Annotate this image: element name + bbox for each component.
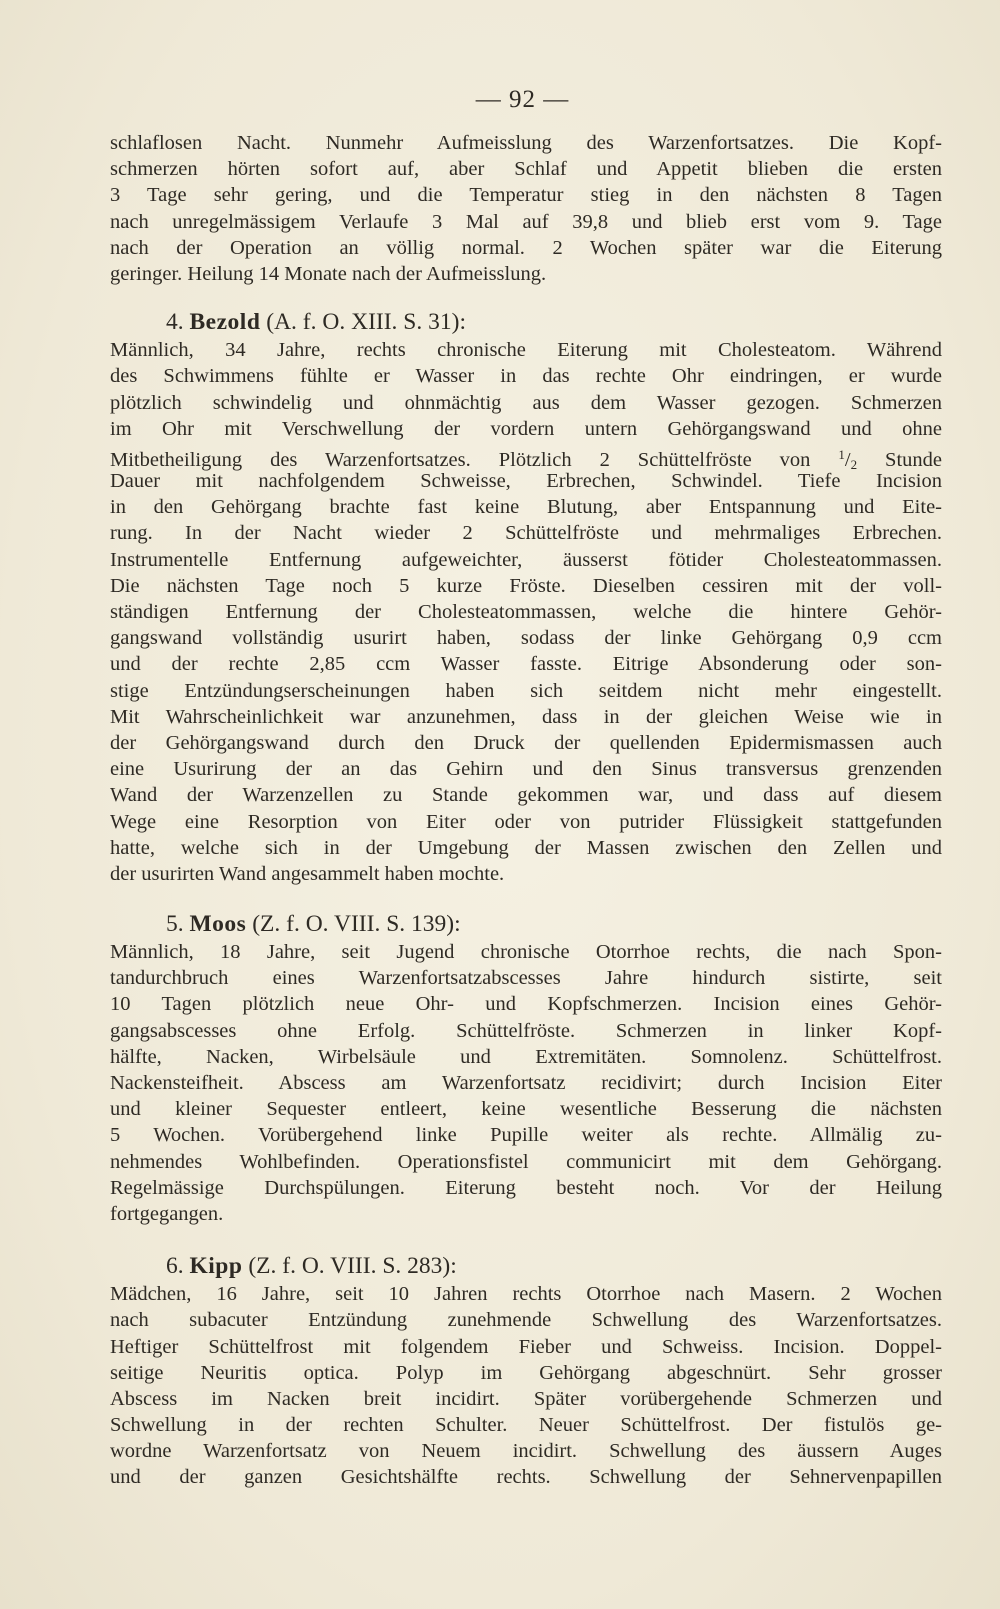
text-line: hälfte, Nacken, Wirbelsäule und Extremitäten. Somnolenz. Schüttelfrost. [110,1045,942,1068]
author-name: Moos [189,911,247,938]
text-line: gangswand vollständig usurirt haben, sodass der linke Gehörgang 0,9 ccm [110,627,942,650]
text-line: nehmendes Wohlbefinden. Operationsfistel communicirt mit dem Gehörgang. [110,1150,942,1173]
text-line: und kleiner Sequester entleert, keine wesentliche Besserung die nächsten [110,1098,942,1121]
case-bezold [110,307,942,887]
text-line: wordne Warzenfortsatz von Neuem incidirt. Schwellung des äussern Auges [110,1440,942,1463]
text-line: stige Entzündungserscheinungen haben sich seitdem nicht mehr eingestellt. [110,679,942,702]
case-moos [110,909,942,1227]
text-line: gangsabscesses ohne Erfolg. Schüttelfröste. Schmerzen in linker Kopf- [110,1019,942,1042]
text-line: plötzlich schwindelig und ohnmächtig aus dem Wasser gezogen. Schmerzen [110,391,942,414]
case-kipp [110,1251,942,1491]
text-line: Mit Wahrscheinlichkeit war anzunehmen, dass in der gleichen Weise wie in [110,705,942,728]
text-line-with-fraction: Mitbetheiligung des Warzenfortsatzes. Plötzlich 2 Schüttelfröste von $^1/_2$ Stunde [110,446,942,472]
case-number: 4. [166,309,184,336]
text-line: ständigen Entfernung der Cholesteatommassen, welche die hintere Gehör- [110,601,942,623]
author-name: Kipp [189,1253,243,1280]
text-line: rung. In der Nacht wieder 2 Schüttelfröste und mehrmaliges Erbrechen. [110,522,942,545]
text-line: 10 Tagen plötzlich neue Ohr- und Kopfschmerzen. Incision eines Gehör- [110,993,942,1016]
text-line: nach der Operation an völlig normal. 2 Wochen später war die Eiterung [110,236,942,259]
case-heading [110,909,942,939]
text-line: geringer. Heilung 14 Monate nach der Aufmeisslung. [110,262,547,285]
case-heading [110,1251,942,1281]
fraction-denominator: 2 [850,456,858,472]
text-line: Nackensteifheit. Abscess am Warzenfortsatz recidivirt; durch Incision Eiter [110,1072,942,1094]
text-line: nach unregelmässigem Verlaufe 3 Mal auf 39,8 und blieb erst vom 9. Tage [110,210,942,233]
text-line: der usurirten Wand angesammelt haben mochte. [110,862,505,885]
text-line: Instrumentelle Entfernung aufgeweichter, äusserst fötider Cholesteatommassen. [110,548,942,571]
author-name: Bezold [189,309,261,336]
text-line: Abscess im Nacken breit incidirt. Später vorübergehende Schmerzen und [110,1387,942,1410]
text-line: Männlich, 18 Jahre, seit Jugend chronische Otorrhoe rechts, die nach Spon- [110,941,942,964]
text-line: in den Gehörgang brachte fast keine Blutung, aber Entspannung und Eite- [110,496,942,519]
text-line: und der rechte 2,85 ccm Wasser fasste. Eitrige Absonderung oder son- [110,653,942,676]
text-line: fortgegangen. [110,1202,224,1225]
body-text [110,130,942,1491]
text-line: Männlich, 34 Jahre, rechts chronische Eiterung mit Cholesteatom. Während [110,339,942,362]
citation: (A. f. O. XIII. S. 31): [266,309,466,336]
text-line: Dauer mit nachfolgendem Schweisse, Erbrechen, Schwindel. Tiefe Incision [110,470,942,493]
text-line: schlaflosen Nacht. Nunmehr Aufmeisslung des Warzenfortsatzes. Die Kopf- [110,132,942,154]
text-line: tandurchbruch eines Warzenfortsatzabscesses Jahre hindurch sistirte, seit [110,967,942,990]
text-line: des Schwimmens fühlte er Wasser in das rechte Ohr eindringen, er wurde [110,365,942,388]
intro-paragraph [110,130,942,287]
text-line: 5 Wochen. Vorübergehend linke Pupille weiter als rechte. Allmälig zu- [110,1124,942,1147]
text-line: Heftiger Schüttelfrost mit folgendem Fieber und Schweiss. Incision. Doppel- [110,1335,942,1358]
text-line: nach subacuter Entzündung zunehmende Schwellung des Warzenfortsatzes. [110,1309,942,1332]
page-number: — 92 — [475,86,570,113]
case-number: 5. [166,911,184,938]
text-line: schmerzen hörten sofort auf, aber Schlaf und Appetit blieben die ersten [110,158,942,181]
text-line: und der ganzen Gesichtshälfte rechts. Schwellung der Sehnervenpapillen [110,1466,942,1489]
text-line: Die nächsten Tage noch 5 kurze Fröste. Dieselben cessiren mit der voll- [110,574,942,597]
text-line: Mädchen, 16 Jahre, seit 10 Jahren rechts Otorrhoe nach Masern. 2 Wochen [110,1283,942,1306]
citation: (Z. f. O. VIII. S. 283): [248,1253,457,1280]
text-line: der Gehörgangswand durch den Druck der quellenden Epidermismassen auch [110,731,942,754]
text-line: Schwellung in der rechten Schulter. Neuer Schüttelfrost. Der fistulös ge- [110,1414,942,1437]
text-line: eine Usurirung der an das Gehirn und den Sinus transversus grenzenden [110,758,942,781]
text-line: Regelmässige Durchspülungen. Eiterung besteht noch. Vor der Heilung [110,1176,942,1199]
text-line: Wand der Warzenzellen zu Stande gekommen war, und dass auf diesem [110,784,942,807]
text-line: im Ohr mit Verschwellung der vordern untern Gehörgangswand und ohne [110,417,942,440]
fraction-numerator: 1 [838,446,845,462]
text-line: Wege eine Resorption von Eiter oder von putrider Flüssigkeit stattgefunden [110,810,942,833]
citation: (Z. f. O. VIII. S. 139): [252,911,461,938]
text-line: 3 Tage sehr gering, und die Temperatur stieg in den nächsten 8 Tagen [110,184,942,207]
text-line: seitige Neuritis optica. Polyp im Gehörgang abgeschnürt. Sehr grosser [110,1361,942,1384]
case-number: 6. [166,1253,184,1280]
text-line: hatte, welche sich in der Umgebung der Massen zwischen den Zellen und [110,836,942,859]
case-heading [110,307,942,337]
